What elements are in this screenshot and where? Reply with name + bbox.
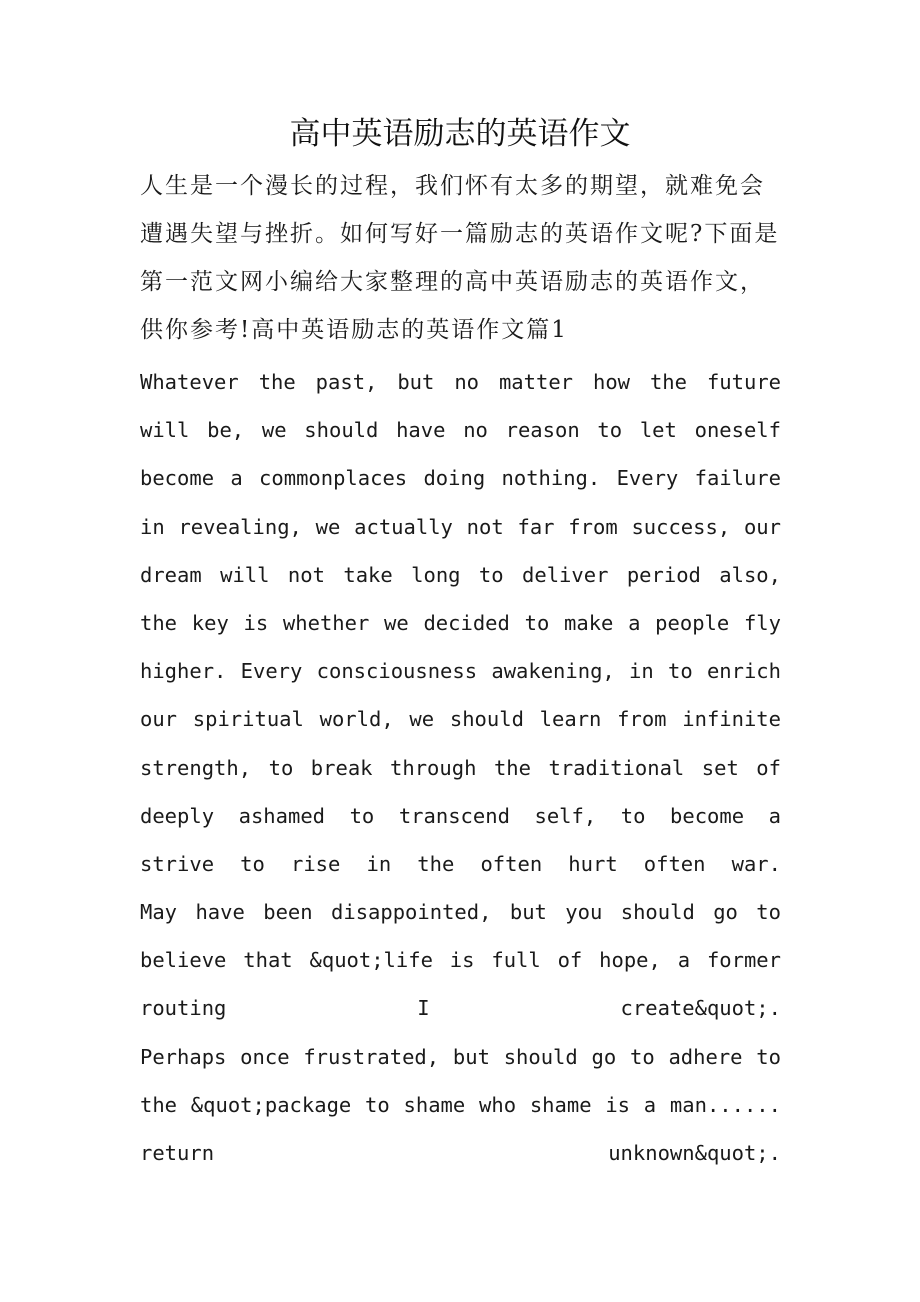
essay-line: strive to rise in the often hurt often war.	[140, 851, 781, 876]
essay-line: return unknown&quot;.	[140, 1141, 781, 1165]
essay-line: the key is whether we decided to make a people fly	[140, 610, 781, 635]
document-title: 高中英语励志的英语作文	[289, 116, 631, 152]
intro-line: 遭遇失望与挫折。如何写好一篇励志的英语作文呢?下面是	[140, 221, 780, 247]
essay-line: deeply ashamed to transcend self, to become a	[140, 803, 781, 828]
essay-line: in revealing, we actually not far from success, our	[140, 514, 781, 539]
intro-line: 人生是一个漫长的过程，我们怀有太多的期望，就难免会	[140, 173, 765, 199]
intro-paragraph	[140, 162, 790, 354]
essay-line: believe that &quot;life is full of hope, a former	[140, 948, 781, 973]
essay-line: higher. Every consciousness awakening, in to enrich	[140, 659, 781, 684]
intro-line: 供你参考!高中英语励志的英语作文篇1	[140, 317, 568, 343]
essay-line: will be, we should have no reason to let oneself	[140, 418, 781, 443]
essay-paragraph	[140, 358, 781, 1177]
essay-line: May have been disappointed, but you should go to	[140, 900, 781, 925]
essay-line: routing I create&quot;.	[140, 996, 781, 1021]
essay-line: Perhaps once frustrated, but should go to adhere to	[140, 1044, 781, 1069]
essay-line: dream will not take long to deliver period also,	[140, 562, 781, 587]
essay-line: our spiritual world, we should learn from infinite	[140, 707, 781, 732]
essay-line: strength, to break through the traditional set of	[140, 755, 781, 780]
intro-line: 第一范文网小编给大家整理的高中英语励志的英语作文，	[140, 269, 765, 295]
essay-line: become a commonplaces doing nothing. Every failure	[140, 466, 781, 491]
essay-line: the &quot;package to shame who shame is a man......	[140, 1092, 781, 1117]
essay-line: Whatever the past, but no matter how the future	[140, 370, 781, 394]
